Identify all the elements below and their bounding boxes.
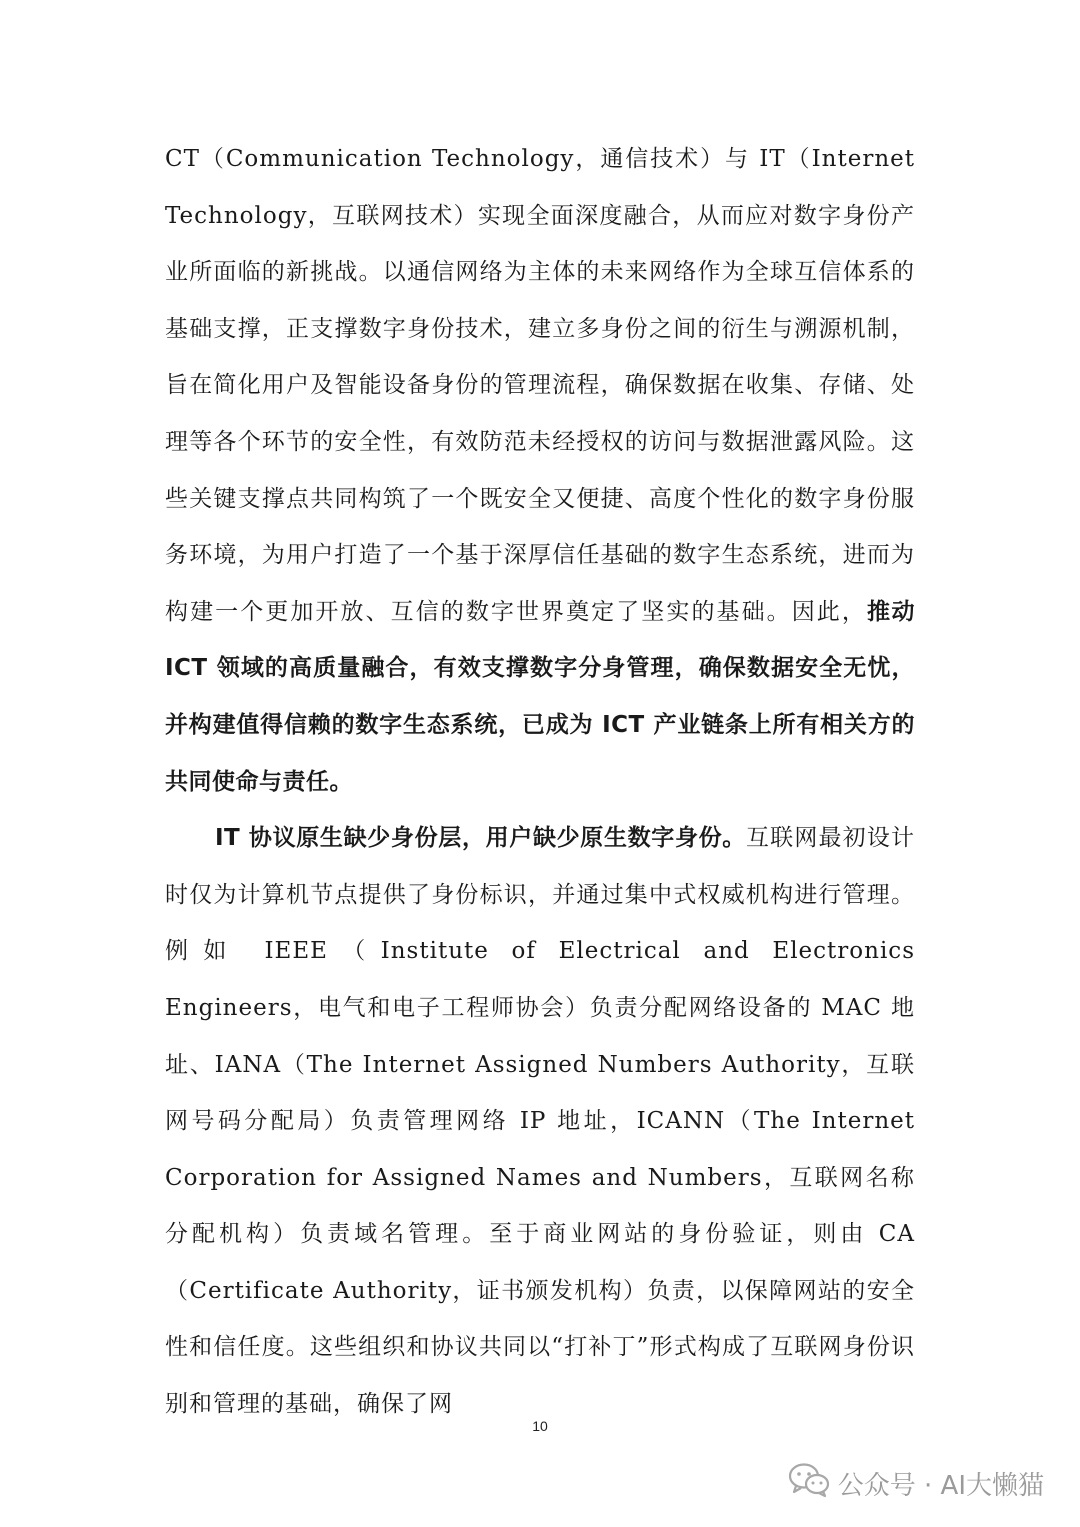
- paragraph-1-bold-text: 推动 ICT 领域的高质量融合，有效支撑数字分身管理，确保数据安全无忧，并构建值得信赖的数字生态系统，已成为 ICT 产业链条上所有相关方的共同使命与责任。: [165, 598, 916, 795]
- paragraph-2-bold-text: IT 协议原生缺少身份层，用户缺少原生数字身份。: [215, 825, 746, 852]
- paragraph-2-text: 互联网最初设计时仅为计算机节点提供了身份标识，并通过集中式权威机构进行管理。例如 IEEE（Institute of Electrical and Electronics Engineers，电气和电子工程师协会）负责分配网络设备的 MAC 地址、IANA（The Internet Assigned Numbers Authority，互联网号码分配局）负责管理网络 IP 地址，ICANN（The Internet Corporation for Assigned Names and Numbers，互联网名称分配机构）负责域名管理。至于商业网站的身份验证，则由 CA（Certificate Authority，证书颁发机构）负责，以保障网站的安全性和信任度。这些组织和协议共同以“打补丁”形式构成了互联网身份识别和管理的基础，确保了网: [165, 825, 915, 1418]
- wechat-icon: [788, 1462, 830, 1505]
- paragraph-1: [165, 131, 915, 810]
- body-text: [165, 131, 915, 1433]
- page-number: 10: [532, 1418, 548, 1434]
- paragraph-1-text: CT（Communication Technology，通信技术）与 IT（Internet Technology，互联网技术）实现全面深度融合，从而应对数字身份产业所面临的新挑战。以通信网络为主体的未来网络作为全球互信体系的基础支撑，正支撑数字身份技术，建立多身份之间的衍生与溯源机制，旨在简化用户及智能设备身份的管理流程，确保数据在收集、存储、处理等各个环节的安全性，有效防范未经授权的访问与数据泄露风险。这些关键支撑点共同构筑了一个既安全又便捷、高度个性化的数字身份服务环境，为用户打造了一个基于深厚信任基础的数字生态系统，进而为构建一个更加开放、互信的数字世界奠定了坚实的基础。因此，: [165, 146, 915, 625]
- paragraph-2: [165, 810, 915, 1433]
- watermark-text: 公众号 · AI大懒猫: [837, 1470, 1044, 1501]
- watermark: [788, 1460, 1044, 1506]
